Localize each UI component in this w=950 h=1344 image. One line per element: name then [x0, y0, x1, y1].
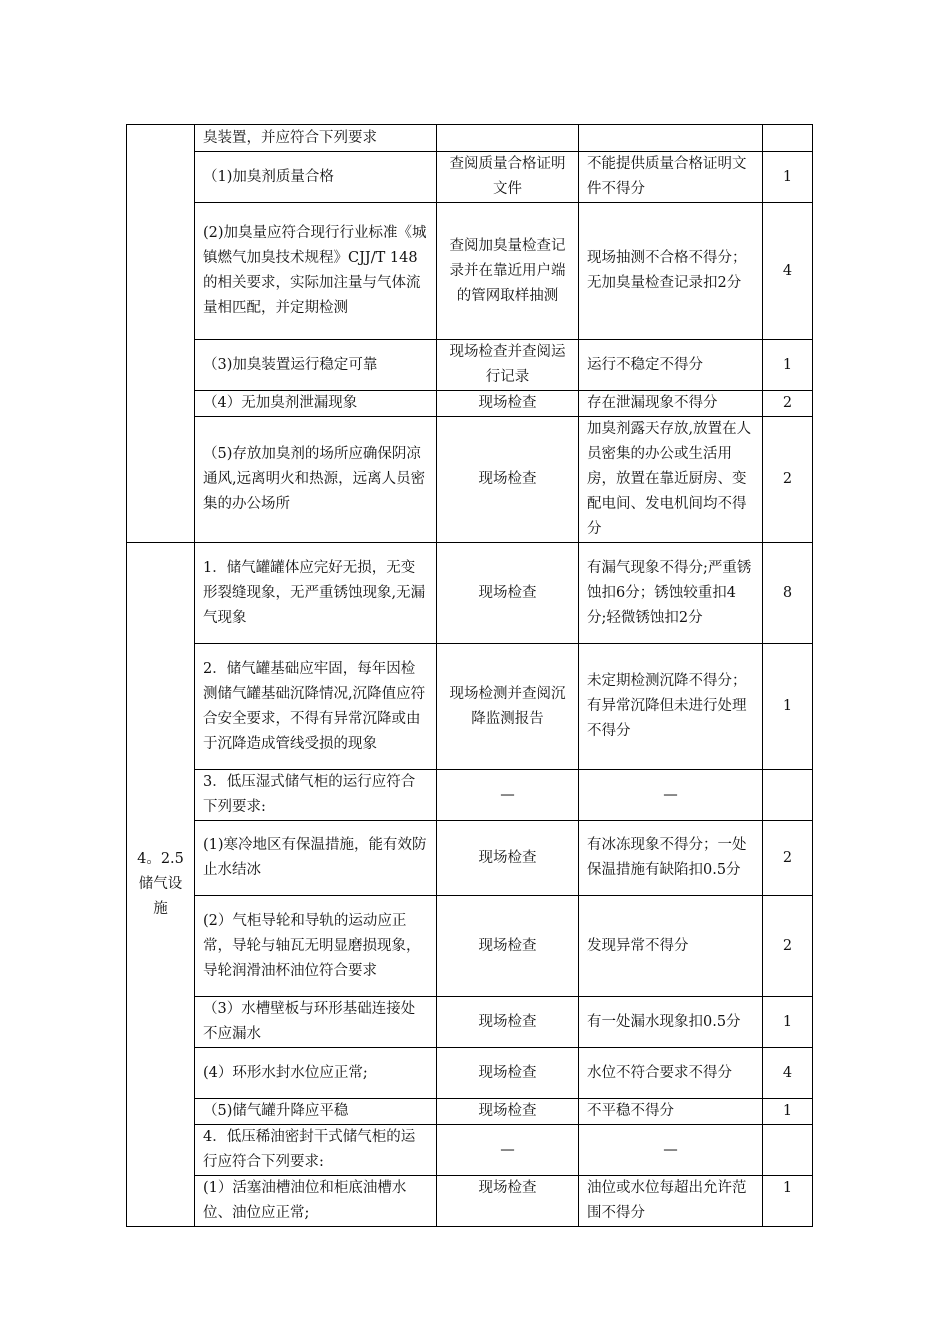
score-cell: 1: [763, 152, 813, 203]
score-cell: 1: [763, 1099, 813, 1125]
table-row: [127, 203, 813, 340]
section-cell: [127, 543, 195, 1227]
criteria-cell: 不能提供质量合格证明文件不得分: [579, 152, 763, 203]
score-cell: 1: [763, 1176, 813, 1227]
table-row: [127, 644, 813, 770]
method-cell: 查阅质量合格证明文件: [437, 152, 579, 203]
requirement-cell: 1．储气罐罐体应完好无损，无变形裂缝现象，无严重锈蚀现象,无漏气现象: [195, 543, 437, 644]
method-cell: 现场检查: [437, 391, 579, 417]
table-row: [127, 896, 813, 997]
section-title: 储气设施: [138, 876, 183, 917]
score-cell: [763, 770, 813, 821]
score-cell: 2: [763, 391, 813, 417]
score-cell: 4: [763, 203, 813, 340]
table-row: [127, 770, 813, 821]
score-cell: 4: [763, 1048, 813, 1099]
score-cell: [763, 1125, 813, 1176]
table-row: [127, 1176, 813, 1227]
requirement-cell: （3)加臭装置运行稳定可靠: [195, 340, 437, 391]
table-row: [127, 417, 813, 543]
table-row: [127, 997, 813, 1048]
table-row: [127, 1125, 813, 1176]
method-cell: 现场检查: [437, 997, 579, 1048]
method-cell: 现场检查: [437, 1176, 579, 1227]
criteria-cell: 运行不稳定不得分: [579, 340, 763, 391]
criteria-cell: 现场抽测不合格不得分；无加臭量检查记录扣2分: [579, 203, 763, 340]
method-cell: 现场检查: [437, 821, 579, 896]
criteria-cell: 有冰冻现象不得分；一处保温措施有缺陷扣0.5分: [579, 821, 763, 896]
method-cell: 现场检查: [437, 1099, 579, 1125]
requirement-cell: （3）水槽壁板与环形基础连接处不应漏水: [195, 997, 437, 1048]
requirement-cell: 臭装置，并应符合下列要求: [195, 125, 437, 152]
score-cell: 2: [763, 896, 813, 997]
requirement-cell: （5)存放加臭剂的场所应确保阴凉通风,远离明火和热源，远离人员密集的办公场所: [195, 417, 437, 543]
method-cell: 现场检查: [437, 417, 579, 543]
criteria-cell: 发现异常不得分: [579, 896, 763, 997]
requirement-cell: 4．低压稀油密封干式储气柜的运行应符合下列要求:: [195, 1125, 437, 1176]
method-cell: 现场检查: [437, 1048, 579, 1099]
requirement-cell: （5)储气罐升降应平稳: [195, 1099, 437, 1125]
criteria-cell: 不平稳不得分: [579, 1099, 763, 1125]
requirement-cell: （1)加臭剂质量合格: [195, 152, 437, 203]
criteria-cell: [579, 125, 763, 152]
table-row: [127, 125, 813, 152]
table-row: [127, 821, 813, 896]
score-cell: 2: [763, 417, 813, 543]
table-row: [127, 391, 813, 417]
criteria-cell: 有一处漏水现象扣0.5分: [579, 997, 763, 1048]
method-cell: 查阅加臭量检查记录并在靠近用户端的管网取样抽测: [437, 203, 579, 340]
section-cell-empty: [127, 125, 195, 543]
criteria-cell: 水位不符合要求不得分: [579, 1048, 763, 1099]
criteria-cell: 加臭剂露天存放,放置在人员密集的办公或生活用房，放置在靠近厨房、变配电间、发电机间均不得分: [579, 417, 763, 543]
requirement-cell: (2）气柜导轮和导轨的运动应正常，导轮与轴瓦无明显磨损现象，导轮润滑油杯油位符合要求: [195, 896, 437, 997]
evaluation-table: [126, 124, 813, 1227]
requirement-cell: 2．储气罐基础应牢固，每年因检测储气罐基础沉降情况,沉降值应符合安全要求，不得有异常沉降或由于沉降造成管线受损的现象: [195, 644, 437, 770]
method-cell: 现场检测并查阅沉降监测报告: [437, 644, 579, 770]
requirement-cell: (1)寒冷地区有保温措施，能有效防止水结冰: [195, 821, 437, 896]
method-cell: —: [437, 1125, 579, 1176]
score-cell: 1: [763, 340, 813, 391]
method-cell: [437, 125, 579, 152]
score-cell: [763, 125, 813, 152]
method-cell: —: [437, 770, 579, 821]
table-row: [127, 1048, 813, 1099]
table-row: [127, 152, 813, 203]
requirement-cell: (1）活塞油槽油位和柜底油槽水位、油位应正常;: [195, 1176, 437, 1227]
criteria-cell: 存在泄漏现象不得分: [579, 391, 763, 417]
requirement-cell: （4）无加臭剂泄漏现象: [195, 391, 437, 417]
table-row: [127, 1099, 813, 1125]
score-cell: 1: [763, 997, 813, 1048]
section-number: 4。2.5: [137, 851, 184, 867]
table-row: [127, 340, 813, 391]
criteria-cell: —: [579, 1125, 763, 1176]
criteria-cell: —: [579, 770, 763, 821]
requirement-cell: (4）环形水封水位应正常;: [195, 1048, 437, 1099]
requirement-cell: (2)加臭量应符合现行行业标准《城镇燃气加臭技术规程》CJJ/T 148的相关要求，实际加注量与气体流量相匹配，并定期检测: [195, 203, 437, 340]
method-cell: 现场检查: [437, 896, 579, 997]
score-cell: 1: [763, 644, 813, 770]
score-cell: 2: [763, 821, 813, 896]
score-cell: 8: [763, 543, 813, 644]
criteria-cell: 有漏气现象不得分;严重锈蚀扣6分；锈蚀较重扣4分;轻微锈蚀扣2分: [579, 543, 763, 644]
method-cell: 现场检查并查阅运行记录: [437, 340, 579, 391]
method-cell: 现场检查: [437, 543, 579, 644]
table-row: [127, 543, 813, 644]
criteria-cell: 未定期检测沉降不得分；有异常沉降但未进行处理不得分: [579, 644, 763, 770]
requirement-cell: 3．低压湿式储气柜的运行应符合下列要求:: [195, 770, 437, 821]
criteria-cell: 油位或水位每超出允许范围不得分: [579, 1176, 763, 1227]
